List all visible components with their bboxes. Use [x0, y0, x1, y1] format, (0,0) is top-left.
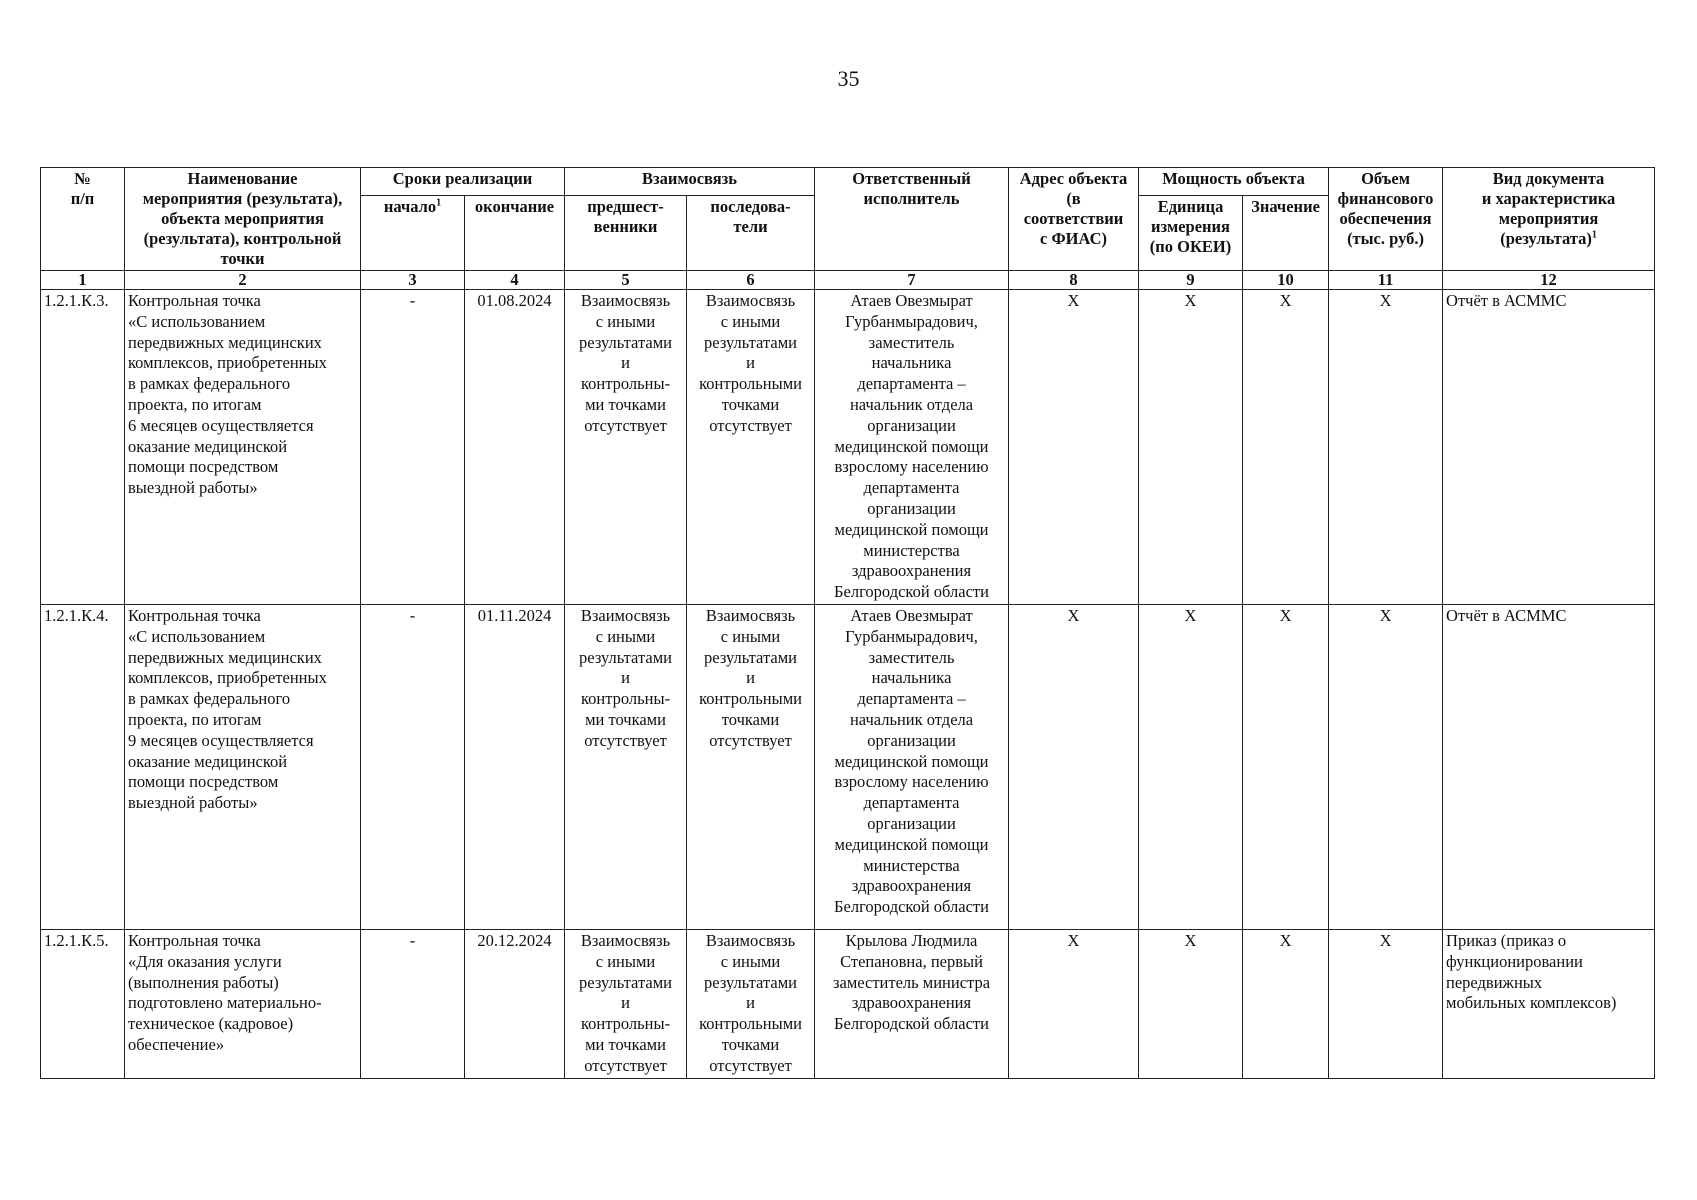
cell-document: Отчёт в АСММС — [1443, 290, 1655, 605]
cell-unit: X — [1139, 290, 1243, 605]
cell-document: Отчёт в АСММС — [1443, 604, 1655, 929]
cell-finance: X — [1329, 290, 1443, 605]
cell-successors: Взаимосвязь с иными результатами и контрольными точками отсутствует — [687, 929, 815, 1078]
header-start-cell — [361, 195, 465, 270]
cell-address: X — [1009, 929, 1139, 1078]
header-document-cell — [1443, 168, 1655, 271]
cell-responsible: Атаев Овезмырат Гурбанмырадович, заместитель начальника департамента – начальник отдела организации медицинской помощи взрослому населению департамента организации медицинской помощи министерства здравоохранения Белгородской области — [815, 604, 1009, 929]
column-number: 4 — [465, 271, 565, 290]
cell-name: Контрольная точка «С использованием передвижных медицинских комплексов, приобретенных в рамках федерального проекта, по итогам 9 месяцев осуществляется оказание медицинской помощи посредством выездной работы» — [125, 604, 361, 929]
header-responsible: Ответственный исполнитель — [815, 168, 1009, 271]
table-row — [41, 604, 1655, 929]
column-number: 10 — [1243, 271, 1329, 290]
header-num: № п/п — [41, 168, 125, 271]
cell-value: X — [1243, 604, 1329, 929]
header-value: Значение — [1243, 195, 1329, 270]
header-successors: последова- тели — [687, 195, 815, 270]
cell-finance: X — [1329, 929, 1443, 1078]
header-start: начало — [383, 196, 437, 216]
cell-value: X — [1243, 290, 1329, 605]
header-terms: Сроки реализации — [361, 168, 565, 196]
header-start-footnote: 1 — [436, 197, 442, 209]
cell-end: 01.08.2024 — [465, 290, 565, 605]
column-numbers-row — [41, 271, 1655, 290]
column-number: 11 — [1329, 271, 1443, 290]
cell-start: - — [361, 929, 465, 1078]
plan-table — [40, 167, 1655, 1079]
column-number: 1 — [41, 271, 125, 290]
header-row-1 — [41, 168, 1655, 196]
column-number: 8 — [1009, 271, 1139, 290]
page-number: 35 — [837, 66, 860, 91]
header-end: окончание — [465, 195, 565, 270]
header-finance: Объем финансового обеспечения (тыс. руб.) — [1329, 168, 1443, 271]
cell-value: X — [1243, 929, 1329, 1078]
header-name: Наименование мероприятия (результата), объекта мероприятия (результата), контрольной точки — [125, 168, 361, 271]
column-number: 2 — [125, 271, 361, 290]
cell-responsible: Атаев Овезмырат Гурбанмырадович, заместитель начальника департамента – начальник отдела организации медицинской помощи взрослому населению департамента организации медицинской помощи министерства здравоохранения Белгородской области — [815, 290, 1009, 605]
header-link: Взаимосвязь — [565, 168, 815, 196]
cell-start: - — [361, 604, 465, 929]
cell-name: Контрольная точка «С использованием передвижных медицинских комплексов, приобретенных в рамках федерального проекта, по итогам 6 месяцев осуществляется оказание медицинской помощи посредством выездной работы» — [125, 290, 361, 605]
header-predecessors: предшест- венники — [565, 195, 687, 270]
cell-predecessors: Взаимосвязь с иными результатами и контрольны- ми точками отсутствует — [565, 290, 687, 605]
header-capacity: Мощность объекта — [1139, 168, 1329, 196]
cell-finance: X — [1329, 604, 1443, 929]
cell-end: 20.12.2024 — [465, 929, 565, 1078]
cell-responsible: Крылова Людмила Степановна, первый заместитель министра здравоохранения Белгородской области — [815, 929, 1009, 1078]
header-address: Адрес объекта (в соответствии с ФИАС) — [1009, 168, 1139, 271]
column-number: 5 — [565, 271, 687, 290]
cell-document: Приказ (приказ о функционировании передвижных мобильных комплексов) — [1443, 929, 1655, 1078]
column-number: 12 — [1443, 271, 1655, 290]
cell-predecessors: Взаимосвязь с иными результатами и контрольны- ми точками отсутствует — [565, 929, 687, 1078]
column-number: 3 — [361, 271, 465, 290]
header-unit: Единица измерения (по ОКЕИ) — [1139, 195, 1243, 270]
column-number: 6 — [687, 271, 815, 290]
cell-num: 1.2.1.К.3. — [41, 290, 125, 605]
cell-unit: X — [1139, 929, 1243, 1078]
cell-num: 1.2.1.К.4. — [41, 604, 125, 929]
cell-start: - — [361, 290, 465, 605]
cell-predecessors: Взаимосвязь с иными результатами и контрольны- ми точками отсутствует — [565, 604, 687, 929]
cell-num: 1.2.1.К.5. — [41, 929, 125, 1078]
cell-successors: Взаимосвязь с иными результатами и контрольными точками отсутствует — [687, 604, 815, 929]
table-row — [41, 929, 1655, 1078]
cell-address: X — [1009, 290, 1139, 605]
cell-end: 01.11.2024 — [465, 604, 565, 929]
column-number: 9 — [1139, 271, 1243, 290]
column-number: 7 — [815, 271, 1009, 290]
table-row — [41, 290, 1655, 605]
cell-name: Контрольная точка «Для оказания услуги (выполнения работы) подготовлено материально- техническое (кадровое) обеспечение» — [125, 929, 361, 1078]
cell-unit: X — [1139, 604, 1243, 929]
cell-address: X — [1009, 604, 1139, 929]
cell-successors: Взаимосвязь с иными результатами и контрольными точками отсутствует — [687, 290, 815, 605]
header-document: Вид документа и характеристика мероприятия (результата) — [1481, 169, 1616, 248]
header-document-footnote: 1 — [1591, 229, 1597, 241]
